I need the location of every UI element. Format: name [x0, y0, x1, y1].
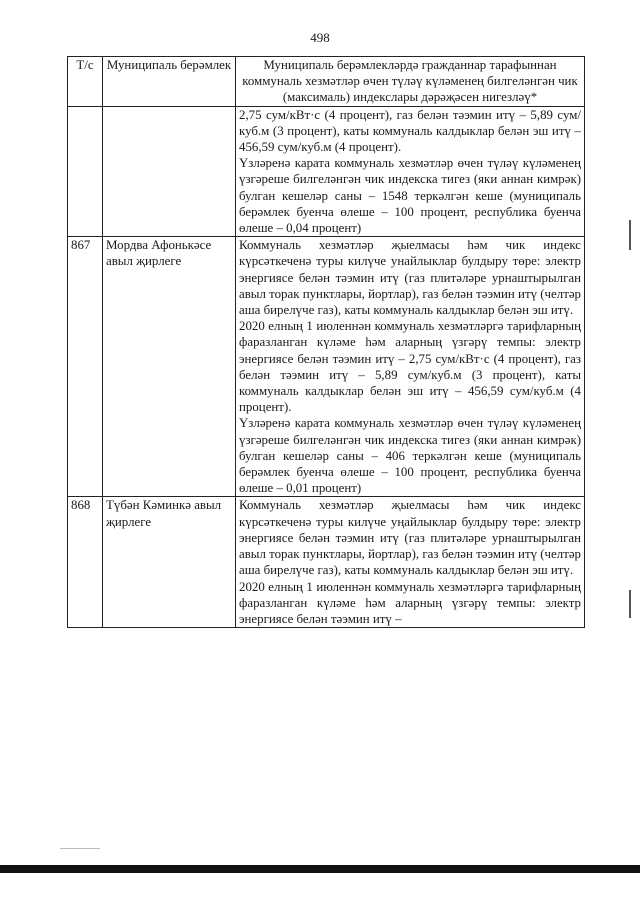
description-paragraph: Коммуналь хезмәтләр җыелмасы һәм чик индекс күрсәткеченә туры килүче уңайлыклар булдыру төре: электр энергиясе белән тәэмин итү (газ плитәләре урнаштырылган авыл торак пунктлары, йортлар), газ белән тәэмин итү (челтәр аша бирелүче газ), каты коммуналь калдыклар белән эш итү.: [239, 498, 581, 578]
row-municipality: [103, 106, 236, 237]
row-number: [68, 106, 103, 237]
header-municipality: Муниципаль берәмлек: [103, 57, 236, 107]
scan-artifact: [60, 848, 100, 849]
row-description: [236, 497, 585, 628]
scan-margin-mark: [629, 590, 631, 618]
description-paragraph: Үзләренә карата коммуналь хезмәтләр өчен түләү күләменең үзгәреше билгеләнгән чик индекска тигез (яки аннан кимрәк) булган кешеләр саны – 1548 теркәлгән кеше (муниципаль берәмлек буенча өлеше – 100 процент, республика буенча өлеше – 0,04 процент): [239, 156, 581, 236]
tariff-table: [67, 56, 585, 628]
description-paragraph: 2,75 сум/кВт·с (4 процент), газ белән тәэмин итү – 5,89 сум/куб.м (3 процент), каты коммуналь калдыклар белән эш итү – 456,59 сум/куб.м (4 процент).: [239, 107, 581, 155]
header-description: Муниципаль берәмлекләрдә гражданнар тарафыннан коммуналь хезмәтләр өчен түләү күләменең билгеләнгән чик (максималь) индекслары дәрәҗәсен нигезләү*: [236, 57, 585, 107]
header-num: Т/с: [68, 57, 103, 107]
table-row: [68, 237, 585, 497]
table-header-row: [68, 57, 585, 107]
scan-margin-mark: [629, 220, 631, 250]
row-description: [236, 106, 585, 237]
row-number: 868: [68, 497, 103, 628]
row-number: 867: [68, 237, 103, 497]
row-description: [236, 237, 585, 497]
table-row: [68, 497, 585, 628]
description-paragraph: 2020 елның 1 июленнән коммуналь хезмәтләргә тарифларның фаразланган күләме һәм аларның үзгәрү темпы: электр энергиясе белән тәэмин итү –: [239, 579, 581, 626]
description-paragraph: 2020 елның 1 июленнән коммуналь хезмәтләргә тарифларның фаразланган күләме һәм аларның үзгәрү темпы: электр энергиясе белән тәэмин итү – 2,75 сум/кВт·с (4 процент), газ белән тәэмин итү – 5,89 сум/куб.м (3 процент), каты коммуналь калдыклар белән эш итү – 456,59 сум/куб.м (4 процент).: [239, 319, 581, 415]
page-number: 498: [310, 30, 330, 45]
description-paragraph: Үзләренә карата коммуналь хезмәтләр өчен түләү күләменең үзгәреше билгеләнгән чик индекска тигез (яки аннан кимрәк) булган кешеләр саны – 406 теркәлгән кеше (муниципаль берәмлек буенча өлеше – 100 процент, республика буенча өлеше – 0,01 процент): [239, 416, 581, 496]
table-row: [68, 106, 585, 237]
row-municipality: Түбән Кәминкә авыл җирлеге: [103, 497, 236, 628]
row-municipality: Мордва Афонькәсе авыл җирлеге: [103, 237, 236, 497]
scan-bottom-border: [0, 865, 640, 873]
description-paragraph: Коммуналь хезмәтләр җыелмасы һәм чик индекс күрсәткеченә туры килүче унайлыклар булдыру төре: электр энергиясе белән тәэмин итү (газ плитәләре урнаштырылган авыл торак пунктлары, йортлар), газ белән тәэмин итү (челтәр аша бирелүче газ), каты коммуналь калдыклар белән эш итү.: [239, 238, 581, 318]
